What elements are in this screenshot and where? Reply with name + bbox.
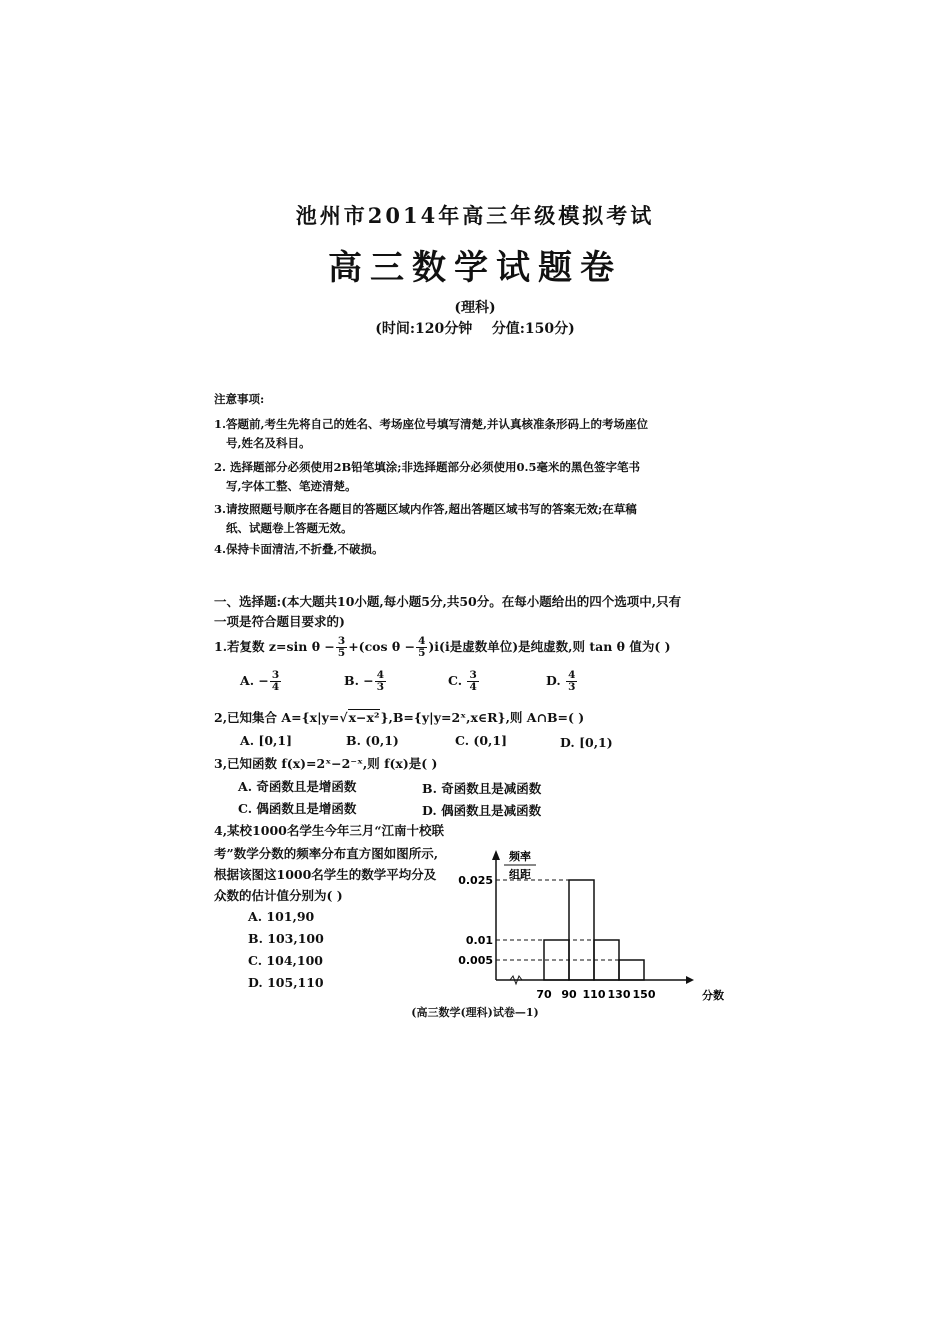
- question-1: 1.若复数 z=sin θ − $\frac{3}{5}$ +(cos θ − $\frac{4}{5}$ )i(i是虚数单位)是纯虚数,则 tan θ 值为( ): [214, 635, 671, 659]
- q2-option-c: C. (0,1]: [455, 733, 508, 748]
- y-axis-label-top: 频率: [509, 850, 531, 863]
- q4-option-d: D. 105,110: [248, 975, 324, 990]
- q3-option-b: B. 奇函数且是减函数: [422, 781, 542, 796]
- exam-header: 池州市2014年高三年级模拟考试: [295, 203, 655, 228]
- x-tick-label: 130: [607, 988, 631, 1001]
- note-line: 2. 选择题部分必须使用2B铅笔填涂;非选择题部分必须使用0.5毫米的黑色签字笔书: [214, 460, 640, 474]
- page-title: 高三数学试题卷: [328, 248, 622, 288]
- q1-option-d: D. $\frac{4}{3}$: [546, 669, 576, 693]
- q2-option-d: D. [0,1): [560, 735, 613, 750]
- histogram-bar: [619, 960, 644, 980]
- question-4-line: 考”数学分数的频率分布直方图如图所示,: [214, 846, 439, 861]
- x-tick-label: 150: [632, 988, 656, 1001]
- question-2: 2,已知集合 A={x|y=√x−x²},B={y|y=2ˣ,x∈R},则 A∩B=( ): [214, 710, 585, 725]
- page-footer: (高三数学(理科)试卷—1): [411, 1006, 539, 1019]
- note-line: 1.答题前,考生先将自己的姓名、考场座位号填写清楚,并认真核准条形码上的考场座位: [214, 417, 649, 431]
- y-tick-label: 0.005: [458, 954, 493, 967]
- q4-option-c: C. 104,100: [248, 953, 323, 968]
- y-axis-arrow: [492, 850, 500, 860]
- section-heading-cont: 一项是符合题目要求的): [214, 614, 345, 629]
- q2-option-b: B. (0,1): [346, 733, 399, 748]
- q1-option-c: C. $\frac{3}{4}$: [448, 669, 477, 693]
- q2-option-a: A. [0,1]: [240, 733, 292, 748]
- x-axis-label: 分数: [702, 989, 724, 1002]
- histogram-bar: [569, 880, 594, 980]
- q1-option-a: A. − $\frac{3}{4}$: [240, 669, 280, 693]
- q3-option-d: D. 偶函数且是减函数: [422, 803, 542, 818]
- q3-option-a: A. 奇函数且是增函数: [238, 779, 357, 794]
- note-line: 4.保持卡面清洁,不折叠,不破损。: [214, 542, 384, 556]
- q1-option-b: B. − $\frac{4}{3}$: [344, 669, 385, 693]
- q4-option-b: B. 103,100: [248, 931, 324, 946]
- question-4-line: 根据该图这1000名学生的数学平均分及: [214, 867, 437, 882]
- question-4-line: 4,某校1000名学生今年三月“江南十校联: [214, 823, 445, 838]
- x-tick-label: 110: [582, 988, 606, 1001]
- exam-info: (时间:120分钟 分值:150分): [375, 321, 575, 337]
- y-axis-label-bottom: 组距: [509, 868, 531, 881]
- q4-option-a: A. 101,90: [248, 909, 315, 924]
- question-3: 3,已知函数 f(x)=2ˣ−2⁻ˣ,则 f(x)是( ): [214, 756, 438, 771]
- y-tick-label: 0.01: [465, 934, 493, 947]
- y-tick-label: 0.025: [458, 874, 493, 887]
- note-line: 3.请按照题号顺序在各题目的答题区域内作答,超出答题区域书写的答案无效;在草稿: [214, 502, 637, 516]
- note-line: 号,姓名及科目。: [226, 436, 311, 450]
- q3-option-c: C. 偶函数且是增函数: [238, 801, 357, 816]
- note-line: 纸、试题卷上答题无效。: [226, 521, 353, 535]
- x-tick-label: 70: [536, 988, 552, 1001]
- section-heading: 一、选择题:(本大题共10小题,每小题5分,共50分。在每小题给出的四个选项中,只有: [214, 594, 682, 609]
- x-tick-label: 90: [561, 988, 577, 1001]
- x-axis-arrow: [686, 976, 694, 984]
- question-4-line: 众数的估计值分别为( ): [214, 888, 343, 903]
- notes-heading: 注意事项:: [214, 392, 265, 406]
- note-line: 写,字体工整、笔迹清楚。: [226, 479, 357, 493]
- subject-label: (理科): [454, 300, 496, 316]
- frequency-histogram: [440, 840, 730, 1005]
